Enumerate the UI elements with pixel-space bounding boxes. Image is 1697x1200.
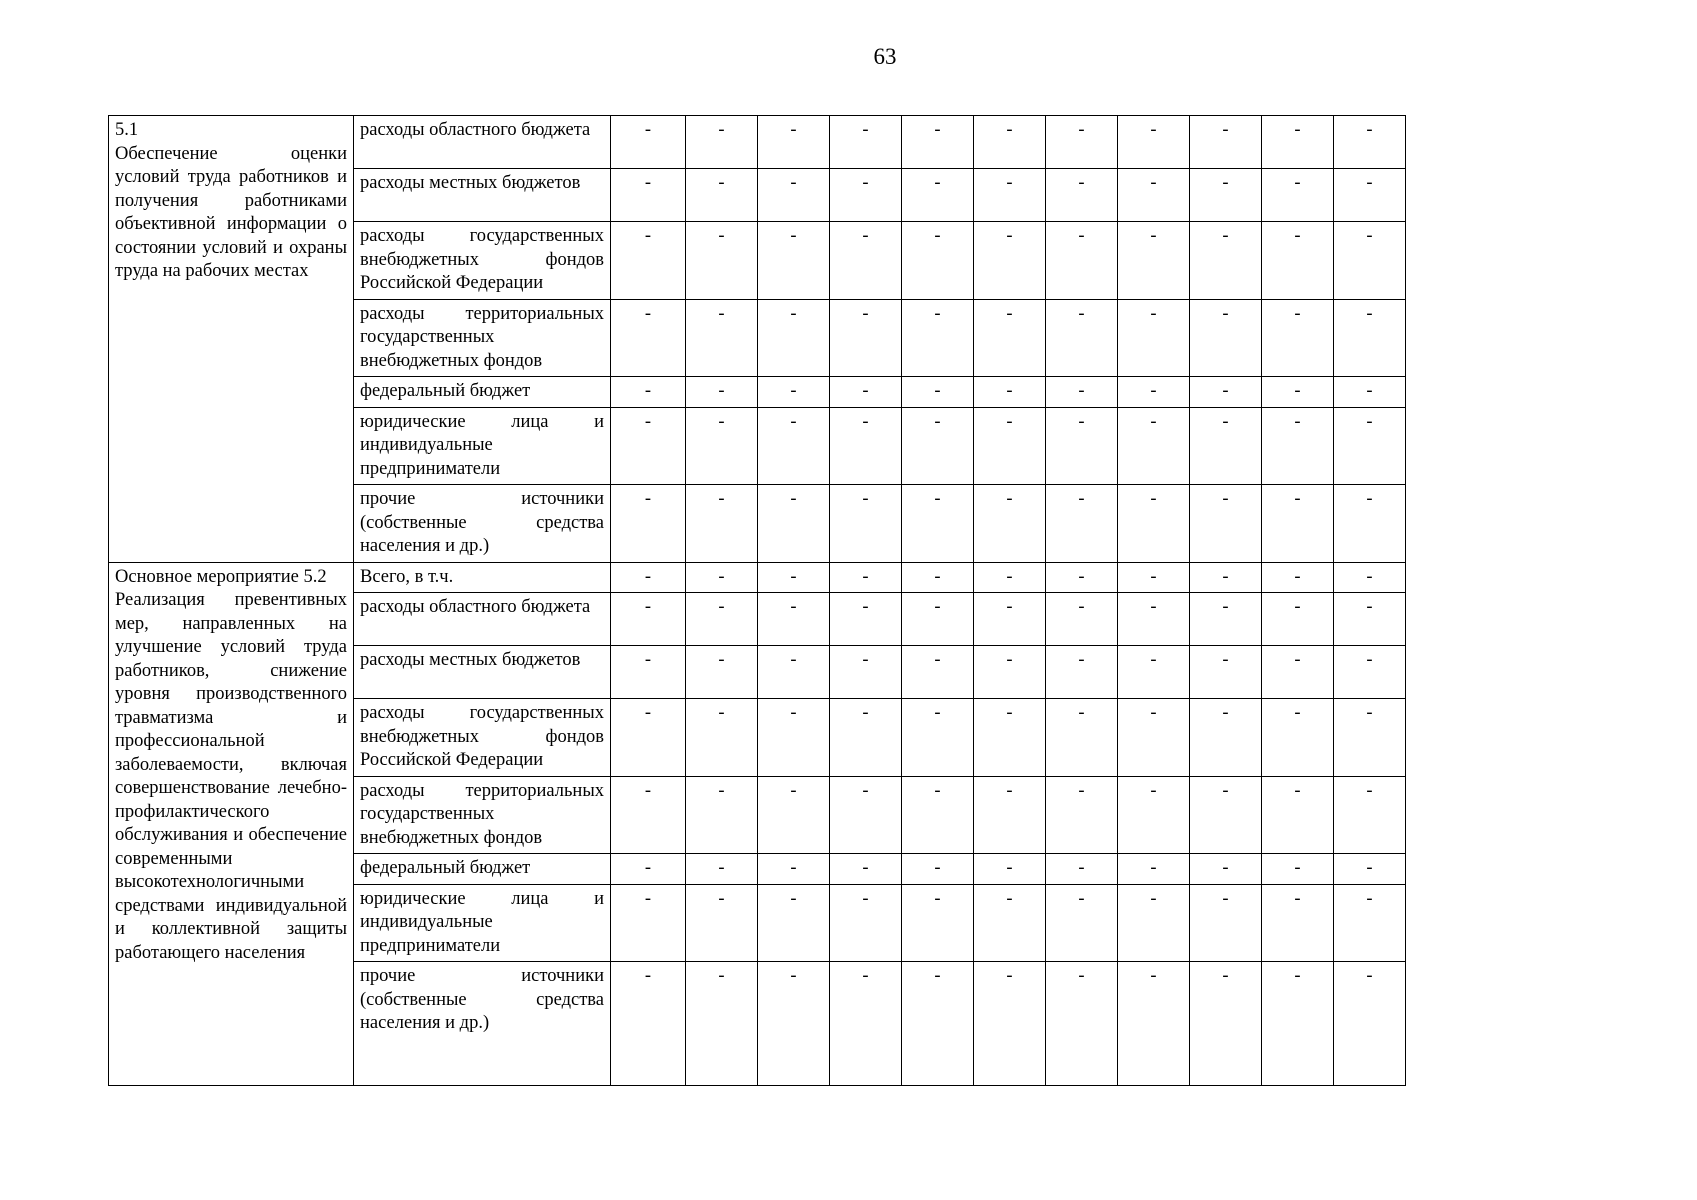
value-cell: -: [1262, 776, 1334, 854]
value-cell: -: [1334, 593, 1406, 646]
value-cell: -: [1262, 407, 1334, 485]
value-cell: -: [611, 884, 686, 962]
value-cell: -: [974, 222, 1046, 300]
value-cell: -: [1118, 169, 1190, 222]
value-cell: -: [1046, 169, 1118, 222]
funding-source-cell: расходы областного бюджета: [354, 593, 611, 646]
value-cell: -: [686, 377, 758, 408]
value-cell: -: [1334, 776, 1406, 854]
value-cell: -: [611, 962, 686, 1086]
value-cell: -: [902, 299, 974, 377]
value-cell: -: [758, 962, 830, 1086]
value-cell: -: [1118, 299, 1190, 377]
funding-source-cell: расходы государственных внебюджетных фондов Российской Федерации: [354, 222, 611, 300]
value-cell: -: [611, 169, 686, 222]
value-cell: -: [974, 485, 1046, 563]
value-cell: -: [686, 407, 758, 485]
value-cell: -: [902, 646, 974, 699]
value-cell: -: [1190, 854, 1262, 885]
value-cell: -: [686, 299, 758, 377]
value-cell: -: [758, 593, 830, 646]
value-cell: -: [902, 562, 974, 593]
value-cell: -: [1262, 299, 1334, 377]
value-cell: -: [974, 299, 1046, 377]
value-cell: -: [1190, 646, 1262, 699]
budget-table: [108, 115, 1406, 1086]
value-cell: -: [902, 116, 974, 169]
value-cell: -: [1118, 222, 1190, 300]
funding-source-cell: Всего, в т.ч.: [354, 562, 611, 593]
value-cell: -: [830, 593, 902, 646]
value-cell: -: [974, 854, 1046, 885]
value-cell: -: [1262, 593, 1334, 646]
value-cell: -: [830, 377, 902, 408]
value-cell: -: [1262, 377, 1334, 408]
funding-source-cell: расходы территориальных государственных внебюджетных фондов: [354, 776, 611, 854]
value-cell: -: [974, 776, 1046, 854]
value-cell: -: [758, 485, 830, 563]
value-cell: -: [1262, 646, 1334, 699]
value-cell: -: [1190, 222, 1262, 300]
value-cell: -: [686, 562, 758, 593]
value-cell: -: [611, 776, 686, 854]
value-cell: -: [830, 222, 902, 300]
value-cell: -: [1046, 485, 1118, 563]
value-cell: -: [1334, 485, 1406, 563]
value-cell: -: [1046, 407, 1118, 485]
value-cell: -: [1118, 485, 1190, 563]
value-cell: -: [902, 377, 974, 408]
value-cell: -: [1190, 562, 1262, 593]
value-cell: -: [1046, 699, 1118, 777]
value-cell: -: [1334, 884, 1406, 962]
value-cell: -: [974, 884, 1046, 962]
value-cell: -: [758, 699, 830, 777]
value-cell: -: [611, 116, 686, 169]
value-cell: -: [1046, 884, 1118, 962]
value-cell: -: [686, 884, 758, 962]
value-cell: -: [830, 699, 902, 777]
value-cell: -: [902, 222, 974, 300]
value-cell: -: [1190, 377, 1262, 408]
value-cell: -: [902, 699, 974, 777]
value-cell: -: [1046, 116, 1118, 169]
value-cell: -: [1118, 116, 1190, 169]
funding-source-cell: юридические лица и индивидуальные предприниматели: [354, 407, 611, 485]
value-cell: -: [611, 699, 686, 777]
value-cell: -: [1190, 776, 1262, 854]
value-cell: -: [1190, 299, 1262, 377]
value-cell: -: [1262, 116, 1334, 169]
value-cell: -: [758, 377, 830, 408]
value-cell: -: [611, 854, 686, 885]
value-cell: -: [974, 377, 1046, 408]
value-cell: -: [1046, 962, 1118, 1086]
value-cell: -: [1262, 884, 1334, 962]
value-cell: -: [830, 407, 902, 485]
value-cell: -: [758, 222, 830, 300]
value-cell: -: [902, 169, 974, 222]
value-cell: -: [1334, 699, 1406, 777]
value-cell: -: [830, 169, 902, 222]
funding-source-cell: прочие источники (собственные средства населения и др.): [354, 485, 611, 563]
funding-source-cell: федеральный бюджет: [354, 377, 611, 408]
value-cell: -: [686, 776, 758, 854]
value-cell: -: [1046, 776, 1118, 854]
value-cell: -: [611, 377, 686, 408]
value-cell: -: [611, 485, 686, 563]
value-cell: -: [830, 854, 902, 885]
value-cell: -: [974, 116, 1046, 169]
value-cell: -: [1262, 169, 1334, 222]
value-cell: -: [902, 485, 974, 563]
value-cell: -: [686, 646, 758, 699]
value-cell: -: [974, 407, 1046, 485]
value-cell: -: [686, 593, 758, 646]
value-cell: -: [1118, 699, 1190, 777]
value-cell: -: [1262, 854, 1334, 885]
value-cell: -: [758, 562, 830, 593]
funding-source-cell: федеральный бюджет: [354, 854, 611, 885]
page-number: 63: [873, 44, 897, 69]
measure-cell: Основное мероприятие 5.2 Реализация превентивных мер, направленных на улучшение условий труда работников, снижение уровня производственного травматизма и профессиональной заболеваемости, включая совершенствование лечебно-профилактического обслуживания и обеспечение современными высокотехнологичными средствами индивидуальной и коллективной защиты работающего населения: [109, 562, 354, 1086]
value-cell: -: [1118, 407, 1190, 485]
funding-source-cell: расходы областного бюджета: [354, 116, 611, 169]
value-cell: -: [974, 699, 1046, 777]
value-cell: -: [758, 646, 830, 699]
value-cell: -: [611, 407, 686, 485]
value-cell: -: [902, 854, 974, 885]
value-cell: -: [830, 299, 902, 377]
value-cell: -: [611, 222, 686, 300]
value-cell: -: [902, 884, 974, 962]
value-cell: -: [1334, 854, 1406, 885]
value-cell: -: [1262, 562, 1334, 593]
value-cell: -: [1190, 884, 1262, 962]
value-cell: -: [686, 962, 758, 1086]
value-cell: -: [974, 169, 1046, 222]
value-cell: -: [686, 222, 758, 300]
measure-cell: 5.1 Обеспечение оценки условий труда работников и получения работниками объективной информации о состоянии условий и охраны труда на рабочих местах: [109, 116, 354, 563]
value-cell: -: [1334, 116, 1406, 169]
value-cell: -: [902, 776, 974, 854]
value-cell: -: [1190, 485, 1262, 563]
value-cell: -: [1046, 646, 1118, 699]
value-cell: -: [974, 562, 1046, 593]
value-cell: -: [1334, 562, 1406, 593]
value-cell: -: [830, 776, 902, 854]
value-cell: -: [1190, 169, 1262, 222]
value-cell: -: [1046, 377, 1118, 408]
value-cell: -: [830, 485, 902, 563]
value-cell: -: [1046, 299, 1118, 377]
value-cell: -: [1334, 962, 1406, 1086]
funding-source-cell: расходы местных бюджетов: [354, 646, 611, 699]
value-cell: -: [974, 646, 1046, 699]
value-cell: -: [611, 593, 686, 646]
funding-source-cell: расходы территориальных государственных внебюджетных фондов: [354, 299, 611, 377]
value-cell: -: [611, 299, 686, 377]
value-cell: -: [611, 562, 686, 593]
table-row: [109, 116, 1406, 169]
funding-source-cell: прочие источники (собственные средства населения и др.): [354, 962, 611, 1086]
value-cell: -: [830, 962, 902, 1086]
value-cell: -: [758, 116, 830, 169]
value-cell: -: [830, 646, 902, 699]
value-cell: -: [974, 962, 1046, 1086]
value-cell: -: [1046, 593, 1118, 646]
value-cell: -: [758, 776, 830, 854]
value-cell: -: [1262, 222, 1334, 300]
value-cell: -: [1118, 884, 1190, 962]
value-cell: -: [974, 593, 1046, 646]
value-cell: -: [1262, 485, 1334, 563]
value-cell: -: [830, 884, 902, 962]
value-cell: -: [686, 116, 758, 169]
value-cell: -: [1118, 562, 1190, 593]
funding-source-cell: юридические лица и индивидуальные предприниматели: [354, 884, 611, 962]
value-cell: -: [758, 854, 830, 885]
value-cell: -: [686, 854, 758, 885]
value-cell: -: [1046, 222, 1118, 300]
value-cell: -: [686, 699, 758, 777]
value-cell: -: [758, 884, 830, 962]
value-cell: -: [686, 169, 758, 222]
value-cell: -: [758, 169, 830, 222]
value-cell: -: [902, 407, 974, 485]
value-cell: -: [1118, 962, 1190, 1086]
value-cell: -: [611, 646, 686, 699]
funding-source-cell: расходы местных бюджетов: [354, 169, 611, 222]
value-cell: -: [1262, 699, 1334, 777]
value-cell: -: [1334, 407, 1406, 485]
value-cell: -: [1190, 962, 1262, 1086]
value-cell: -: [902, 962, 974, 1086]
budget-table-body: [109, 116, 1406, 1086]
value-cell: -: [830, 116, 902, 169]
value-cell: -: [1118, 776, 1190, 854]
value-cell: -: [758, 407, 830, 485]
value-cell: -: [1262, 962, 1334, 1086]
table-row: [109, 562, 1406, 593]
value-cell: -: [830, 562, 902, 593]
value-cell: -: [1118, 854, 1190, 885]
value-cell: -: [686, 485, 758, 563]
value-cell: -: [1046, 562, 1118, 593]
value-cell: -: [1190, 593, 1262, 646]
funding-source-cell: расходы государственных внебюджетных фондов Российской Федерации: [354, 699, 611, 777]
value-cell: -: [1190, 699, 1262, 777]
value-cell: -: [1334, 169, 1406, 222]
value-cell: -: [1334, 299, 1406, 377]
value-cell: -: [758, 299, 830, 377]
value-cell: -: [1046, 854, 1118, 885]
value-cell: -: [1334, 646, 1406, 699]
value-cell: -: [1118, 646, 1190, 699]
value-cell: -: [1334, 222, 1406, 300]
value-cell: -: [1118, 593, 1190, 646]
value-cell: -: [1190, 407, 1262, 485]
value-cell: -: [1334, 377, 1406, 408]
value-cell: -: [1190, 116, 1262, 169]
value-cell: -: [1118, 377, 1190, 408]
value-cell: -: [902, 593, 974, 646]
